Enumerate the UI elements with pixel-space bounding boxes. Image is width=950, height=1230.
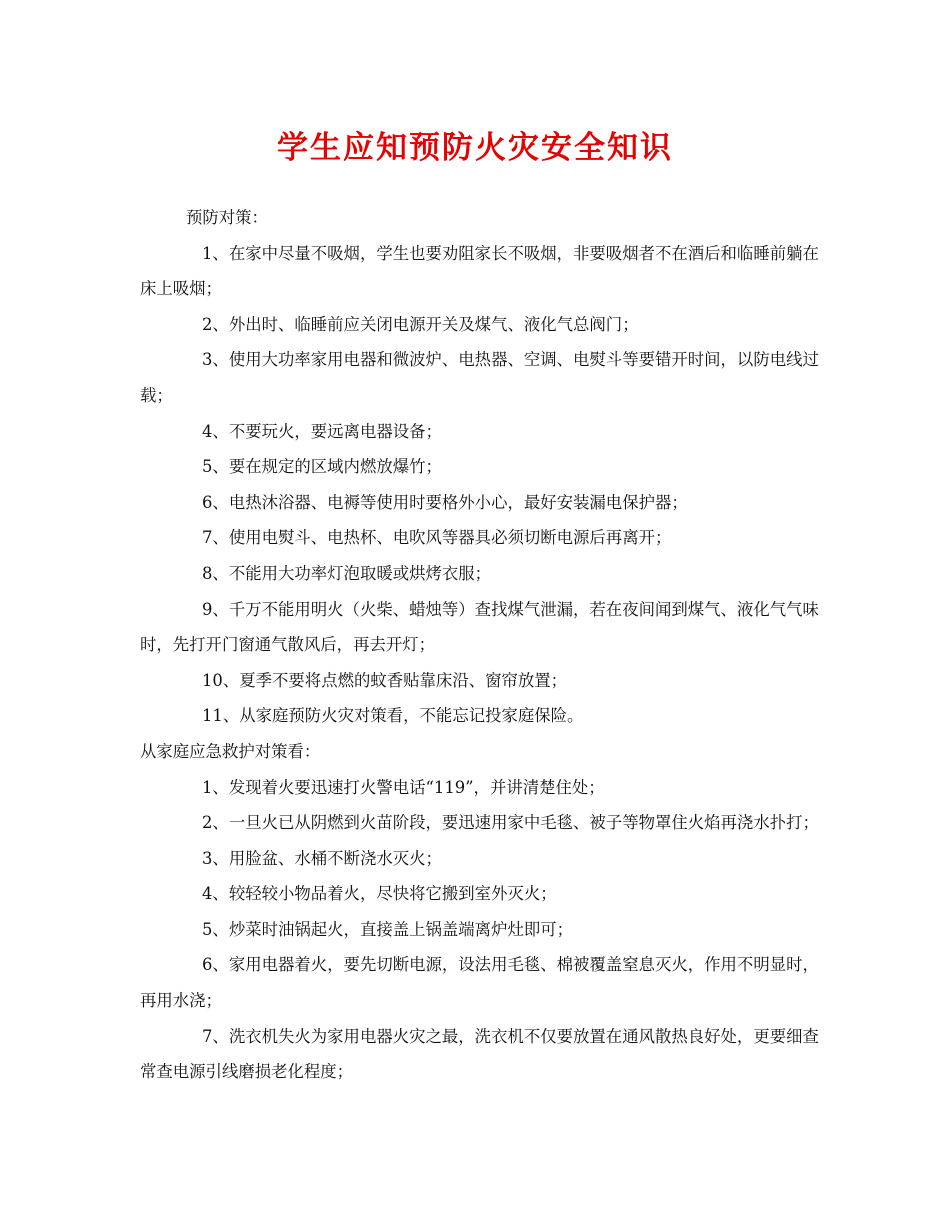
- rescue-item-2: 2、一旦火已从阴燃到火苗阶段，要迅速用家中毛毯、被子等物罩住火焰再浇水扑打；: [202, 813, 819, 833]
- document-body: [140, 200, 820, 1090]
- prevention-item-8: 8、不能用大功率灯泡取暖或烘烤衣服；: [202, 563, 492, 583]
- prevention-item-6: 6、电热沐浴器、电褥等使用时要格外小心，最好安装漏电保护器；: [202, 492, 688, 512]
- rescue-item-6: 6、家用电器着火，要先切断电源，设法用毛毯、棉被覆盖窒息灭火，作用不明显时，再用水浇；: [140, 955, 819, 1011]
- rescue-item-1: 1、发现着火要迅速打火警电话“119”，并讲清楚住处；: [202, 777, 605, 797]
- prevention-item-5: 5、要在规定的区域内燃放爆竹；: [202, 457, 442, 477]
- prevention-item-2: 2、外出时、临睡前应关闭电源开关及煤气、液化气总阀门；: [202, 314, 639, 334]
- prevention-item-4: 4、不要玩火，要远离电器设备；: [202, 421, 442, 441]
- prevention-item-10: 10、夏季不要将点燃的蚊香贴靠床沿、窗帘放置；: [202, 670, 568, 690]
- rescue-item-7: 7、洗衣机失火为家用电器火灾之最，洗衣机不仅要放置在通风散热良好处，更要细查常查电源引线磨损老化程度；: [140, 1026, 819, 1082]
- prevention-item-1: 1、在家中尽量不吸烟，学生也要劝阻家长不吸烟，非要吸烟者不在酒后和临睡前躺在床上吸烟；: [140, 243, 819, 299]
- rescue-item-3: 3、用脸盆、水桶不断浇水灭火；: [202, 848, 442, 868]
- rescue-heading: 从家庭应急救护对策看：: [140, 741, 321, 761]
- prevention-item-9: 9、千万不能用明火（火柴、蜡烛等）查找煤气泄漏，若在夜间闻到煤气、液化气气味时，先打开门窗通气散风后，再去开灯；: [140, 599, 819, 655]
- rescue-item-4: 4、较轻较小物品着火，尽快将它搬到室外灭火；: [202, 884, 557, 904]
- prevention-item-11: 11、从家庭预防火灾对策看，不能忘记投家庭保险。: [202, 706, 584, 726]
- document-title: 学生应知预防火灾安全知识: [277, 130, 673, 166]
- prevention-item-3: 3、使用大功率家用电器和微波炉、电热器、空调、电熨斗等要错开时间，以防电线过载；: [140, 350, 819, 405]
- prevention-heading: 预防对策：: [186, 208, 268, 227]
- prevention-item-7: 7、使用电熨斗、电热杯、电吹风等器具必须切断电源后再离开；: [202, 528, 672, 548]
- rescue-item-5: 5、炒菜时油锅起火，直接盖上锅盖端离炉灶即可；: [202, 919, 574, 939]
